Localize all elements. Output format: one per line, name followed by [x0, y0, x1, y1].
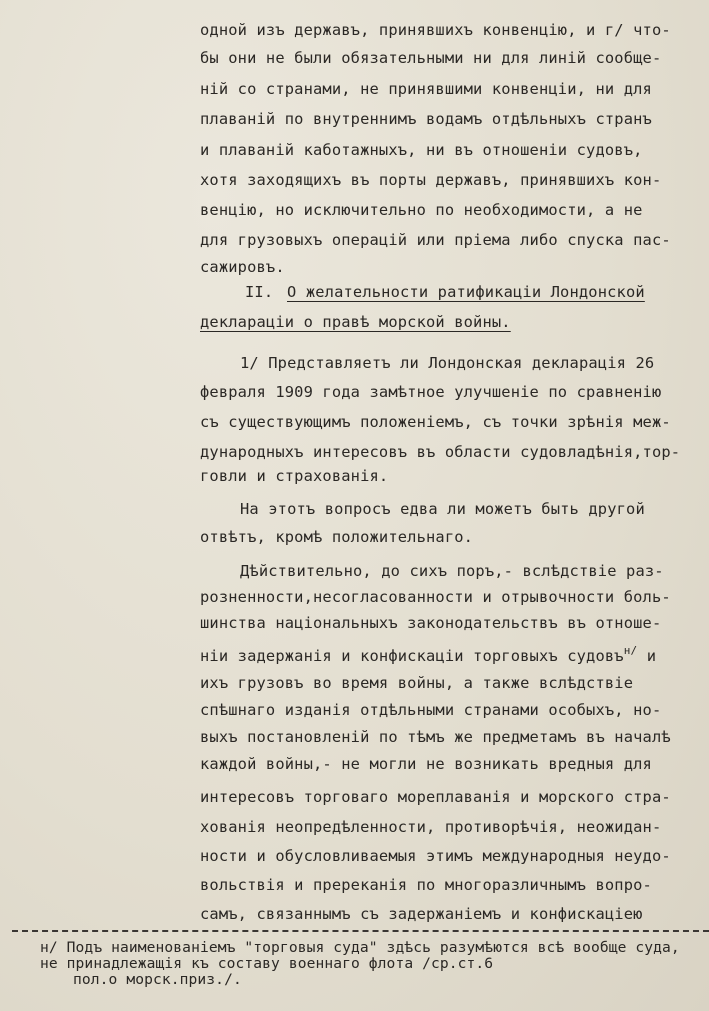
- section-title-line-2: декларацiи о правѣ морской войны.: [200, 313, 511, 331]
- body-line: спѣшнаго изданія отдѣльными странами особыхъ, но-: [200, 701, 662, 719]
- text-line: ній со странами, не принявшими конвенціи, ни для: [200, 80, 652, 98]
- question-line: говли и страхованія.: [200, 467, 389, 485]
- body-line: розненности,несогласованности и отрывочности боль-: [200, 588, 671, 606]
- answer-line: На этотъ вопросъ едва ли можетъ быть другой: [240, 500, 645, 518]
- body-line: хованія неопредѣленности, противорѣчія, неожидан-: [200, 818, 662, 836]
- footnote-marker: н/: [623, 644, 638, 657]
- body-line: шинства національныхъ законодательствъ въ отноше-: [200, 614, 662, 632]
- body-line: ности и обусловливаемыя этимъ международныя неудо-: [200, 847, 671, 865]
- body-line: ихъ грузовъ во время войны, а также вслѣдствіе: [200, 674, 634, 692]
- text-line: и плаваній каботажныхъ, ни въ отношеніи судовъ,: [200, 141, 643, 159]
- body-line: интересовъ торговаго мореплаванія и морского стра-: [200, 788, 671, 806]
- text-line: для грузовыхъ операцій или пріема либо спуска пас-: [200, 231, 671, 249]
- body-line-text: ніи задержанія и конфискаціи торговыхъ судовъ: [200, 647, 624, 665]
- text-line: сажировъ.: [200, 258, 285, 276]
- question-line: февраля 1909 года замѣтное улучшеніе по сравненію: [200, 383, 662, 401]
- footnote-text: н/ Подъ наименованіемъ "торговыя суда" здѣсь разумѣются всѣ вообще суда, не принадлежащія къ составу военнаго флота /ср.ст.6: [40, 939, 680, 972]
- question-line: съ существующимъ положеніемъ, съ точки зрѣнія меж-: [200, 413, 671, 431]
- footnote-separator: [12, 930, 709, 932]
- question-line: 1/ Представляетъ ли Лондонская декларація 26: [240, 354, 655, 372]
- body-line: самъ, связаннымъ съ задержаніемъ и конфискаціею: [200, 905, 643, 923]
- section-title-line-1: О желательности ратификаціи Лондонской: [287, 283, 645, 301]
- text-line: одной изъ державъ, принявшихъ конвенцію, и г/ чтo-: [200, 21, 671, 39]
- question-line: дународныхъ интересовъ въ области судовладѣнія,тор-: [200, 443, 681, 461]
- body-line: Дѣйствительно, до сихъ поръ,- вслѣдствіе раз-: [240, 562, 664, 580]
- body-line-tail: и: [646, 647, 657, 665]
- text-line: венцію, но исключительно по необходимости, а не: [200, 201, 643, 219]
- body-line: выхъ постановленій по тѣмъ же предметамъ въ началѣ: [200, 728, 671, 746]
- text-line: хотя заходящихъ въ порты державъ, принявшихъ кон-: [200, 171, 662, 189]
- text-line: бы они не были обязательными ни для линій сообще-: [200, 49, 662, 67]
- answer-line: отвѣтъ, кромѣ положительнаго.: [200, 528, 474, 546]
- body-line: каждой войны,- не могли не возникать вредныя для: [200, 755, 652, 773]
- footnote-text: пол.о морск.приз./.: [73, 971, 242, 988]
- section-number: II.: [245, 283, 274, 301]
- body-line: [200, 642, 656, 665]
- text-line: плаваній по внутреннимъ водамъ отдѣльныхъ странъ: [200, 110, 652, 128]
- body-line: вольствія и пререканія по многоразличнымъ вопро-: [200, 876, 652, 894]
